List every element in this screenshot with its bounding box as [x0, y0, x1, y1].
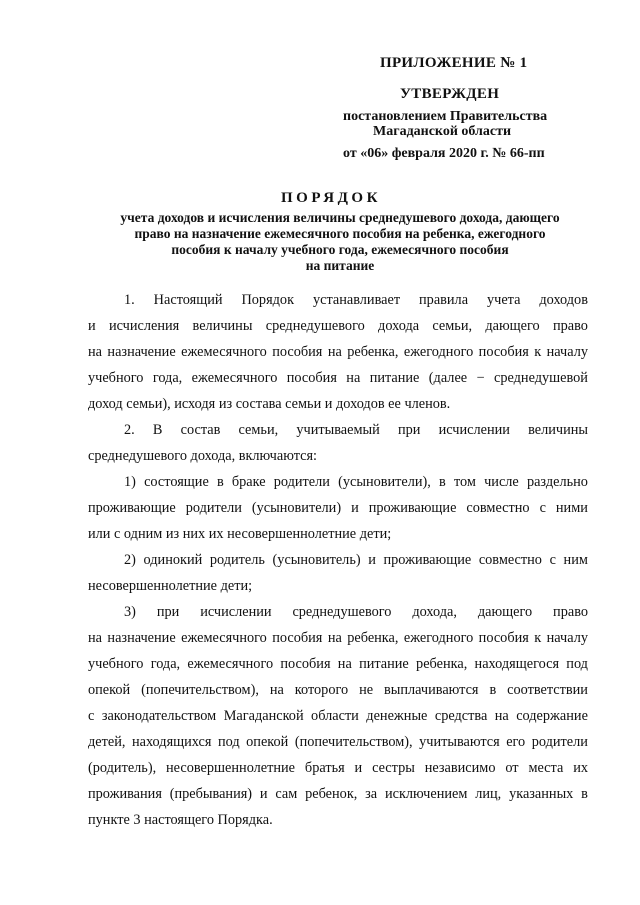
body-word: года, — [150, 656, 181, 672]
body-word: (усыновители) — [251, 500, 342, 516]
body-word: среднедушевой — [494, 370, 588, 386]
body-word: к — [534, 344, 542, 360]
body-word: находящегося — [474, 656, 560, 672]
body-word: пособия — [272, 630, 323, 646]
body-word: ежегодного — [403, 344, 474, 360]
body-word: его — [506, 734, 526, 750]
body-word: назначение — [107, 344, 176, 360]
appendix-label: ПРИЛОЖЕНИЕ № 1 — [380, 55, 528, 71]
body-word: (попечительством), — [141, 682, 259, 698]
body-word: В — [152, 422, 163, 438]
body-word: дохода, — [412, 604, 457, 620]
body-word: сестры — [372, 760, 415, 776]
body-word: пособия — [286, 370, 337, 386]
body-word: на — [88, 344, 102, 360]
body-word: выплачиваются — [384, 682, 479, 698]
body-word: от — [505, 760, 519, 776]
body-line — [88, 498, 588, 518]
body-line: доход семьи), исходя из состава семьи и доходов ее членов. — [88, 396, 451, 412]
body-word: на — [269, 682, 284, 698]
body-word: числе — [484, 474, 519, 490]
body-word: на — [88, 630, 102, 646]
body-word: сам — [275, 786, 298, 802]
body-word: проживающие — [368, 500, 457, 516]
approved-label: УТВЕРЖДЕН — [400, 86, 500, 102]
body-word: состав — [180, 422, 221, 438]
body-word: проживающие — [88, 500, 176, 516]
body-word: учета — [486, 292, 521, 308]
body-word: доходов — [539, 292, 588, 308]
body-line: пункте 3 настоящего Порядка. — [88, 812, 273, 828]
body-word: 1) — [124, 474, 136, 490]
body-word: находящихся — [131, 734, 212, 750]
approval-line-2: Магаданской области — [373, 124, 512, 139]
body-word: родитель — [209, 552, 265, 568]
body-line: или с одним из них их несовершеннолетние дети; — [88, 526, 392, 542]
body-word: при — [397, 422, 421, 438]
body-word: пособия — [478, 344, 529, 360]
body-word: под — [566, 656, 588, 672]
body-word: 2. — [124, 422, 135, 438]
body-word: Магаданской — [223, 708, 304, 724]
body-word: родители — [273, 474, 330, 490]
body-word: в — [216, 474, 224, 490]
body-word: исчислении — [200, 604, 272, 620]
body-word: в — [439, 474, 446, 490]
body-word: проживания — [88, 786, 162, 802]
body-word: началу — [546, 630, 588, 646]
body-line — [88, 784, 588, 804]
body-word: при — [156, 604, 180, 620]
body-word: ежемесячного — [181, 344, 267, 360]
body-word: пособия — [280, 656, 331, 672]
body-word: опекой — [88, 682, 131, 698]
body-word: состоящие — [144, 474, 209, 490]
subtitle-line: пособия к началу учебного года, ежемесячного пособия — [171, 242, 509, 257]
body-word: к — [534, 630, 542, 646]
body-word: несовершеннолетние — [166, 760, 296, 776]
body-word: братья — [304, 760, 345, 776]
body-word: одинокий — [143, 552, 203, 568]
subtitle-line: право на назначение ежемесячного пособия на ребенка, ежегодного — [134, 226, 546, 241]
body-word: среднедушевого — [265, 318, 365, 334]
body-word: − — [476, 370, 485, 386]
body-line — [88, 732, 588, 752]
body-word: устанавливает — [312, 292, 401, 308]
body-word: с — [88, 708, 95, 724]
body-word: ребенка, — [347, 344, 399, 360]
body-word: опекой — [246, 734, 289, 750]
body-word: и — [368, 552, 376, 568]
body-word: семьи, — [238, 422, 279, 438]
body-word: дохода — [378, 318, 420, 334]
body-line — [88, 342, 588, 362]
body-word: величины — [528, 422, 588, 438]
body-line: среднедушевого дохода, включаются: — [88, 448, 318, 464]
body-word: указанных — [509, 786, 574, 802]
body-word: семьи, — [432, 318, 473, 334]
body-word: Порядок — [241, 292, 295, 308]
body-word: (родитель), — [88, 760, 157, 776]
body-word: учитываемый — [296, 422, 380, 438]
approval-line-1: постановлением Правительства — [343, 109, 548, 124]
body-word: 1. — [124, 292, 135, 308]
body-word: не — [359, 682, 374, 698]
body-word: средства — [434, 708, 488, 724]
body-word: с — [549, 552, 556, 568]
body-word: правила — [419, 292, 469, 308]
body-word: ним — [563, 552, 588, 568]
body-word: совместно — [478, 552, 542, 568]
body-line — [88, 680, 588, 700]
subtitle-line: на питание — [305, 258, 375, 273]
body-word: в — [581, 786, 588, 802]
body-word: 2) — [124, 552, 136, 568]
body-word: соответствии — [507, 682, 588, 698]
body-word: ежегодного — [403, 630, 474, 646]
body-word: содержание — [516, 708, 588, 724]
body-line: несовершеннолетние дети; — [88, 578, 253, 594]
body-word: и — [351, 500, 359, 516]
body-word: дающего — [477, 604, 533, 620]
subtitle-line: учета доходов и исчисления величины среднедушевого дохода, дающего — [120, 210, 560, 225]
body-word: том — [453, 474, 476, 490]
body-line — [124, 602, 588, 622]
body-line — [124, 472, 588, 492]
body-word: лиц, — [475, 786, 502, 802]
body-word: в — [489, 682, 497, 698]
document-subtitle — [90, 210, 590, 274]
body-word: года, — [152, 370, 183, 386]
body-word: браке — [231, 474, 266, 490]
body-word: с — [539, 500, 546, 516]
body-word: началу — [546, 344, 588, 360]
body-word: 3) — [124, 604, 136, 620]
body-word: и — [354, 760, 363, 776]
body-word: пособия — [272, 344, 323, 360]
body-line — [88, 758, 588, 778]
body-word: ребенок, — [305, 786, 358, 802]
body-word: проживающие — [383, 552, 472, 568]
body-line — [88, 368, 588, 388]
body-word: (усыновитель) — [272, 552, 361, 568]
body-word: денежные — [366, 708, 428, 724]
body-word: (пребывания) — [169, 786, 253, 802]
body-word: которого — [294, 682, 349, 698]
body-word: за — [365, 786, 378, 802]
body-word: учитываются — [419, 734, 500, 750]
approval-line-3: от «06» февраля 2020 г. № 66-пп — [343, 146, 545, 161]
body-word: ребенка, — [416, 656, 468, 672]
document-title: ПОРЯДОК — [281, 190, 381, 206]
body-word: под — [217, 734, 240, 750]
body-word: исчислении — [438, 422, 510, 438]
body-word: ребенка, — [347, 630, 399, 646]
body-line — [124, 420, 588, 440]
body-word: детей, — [88, 734, 126, 750]
body-word: исчисления — [108, 318, 180, 334]
body-word: совместно — [466, 500, 530, 516]
body-word: учебного — [88, 656, 144, 672]
body-word: право — [553, 604, 588, 620]
body-line — [88, 706, 588, 726]
body-word: и — [88, 318, 96, 334]
body-word: независимо — [424, 760, 496, 776]
body-word: исключением — [384, 786, 468, 802]
body-word: (попечительством), — [294, 734, 413, 750]
body-word: родители — [531, 734, 588, 750]
body-word: среднедушевого — [292, 604, 392, 620]
body-word: (далее — [428, 370, 468, 386]
body-line — [88, 316, 588, 336]
body-word: на — [327, 344, 342, 360]
body-word: Настоящий — [153, 292, 223, 308]
body-word: питание — [369, 370, 420, 386]
body-line — [124, 290, 588, 310]
body-line — [88, 654, 588, 674]
body-word: назначение — [107, 630, 176, 646]
body-word: пособия — [478, 630, 529, 646]
body-word: на — [494, 708, 509, 724]
body-word: величины — [192, 318, 253, 334]
body-word: на — [337, 656, 352, 672]
body-word: области — [311, 708, 359, 724]
body-word: питание — [359, 656, 409, 672]
body-line — [124, 550, 588, 570]
body-word: право — [553, 318, 588, 334]
body-word: родители — [185, 500, 242, 516]
body-word: раздельно — [526, 474, 588, 490]
body-word: ними — [555, 500, 588, 516]
body-word: учебного — [88, 370, 144, 386]
body-word: места — [528, 760, 564, 776]
body-word: дающего — [485, 318, 540, 334]
body-word: их — [573, 760, 588, 776]
body-word: на — [327, 630, 342, 646]
body-line — [88, 628, 588, 648]
body-word: на — [346, 370, 361, 386]
body-word: ежемесячного — [187, 656, 274, 672]
body-word: (усыновители), — [338, 474, 431, 490]
body-word: законодательством — [101, 708, 217, 724]
body-word: и — [259, 786, 268, 802]
body-word: ежемесячного — [191, 370, 278, 386]
body-word: ежемесячного — [181, 630, 267, 646]
